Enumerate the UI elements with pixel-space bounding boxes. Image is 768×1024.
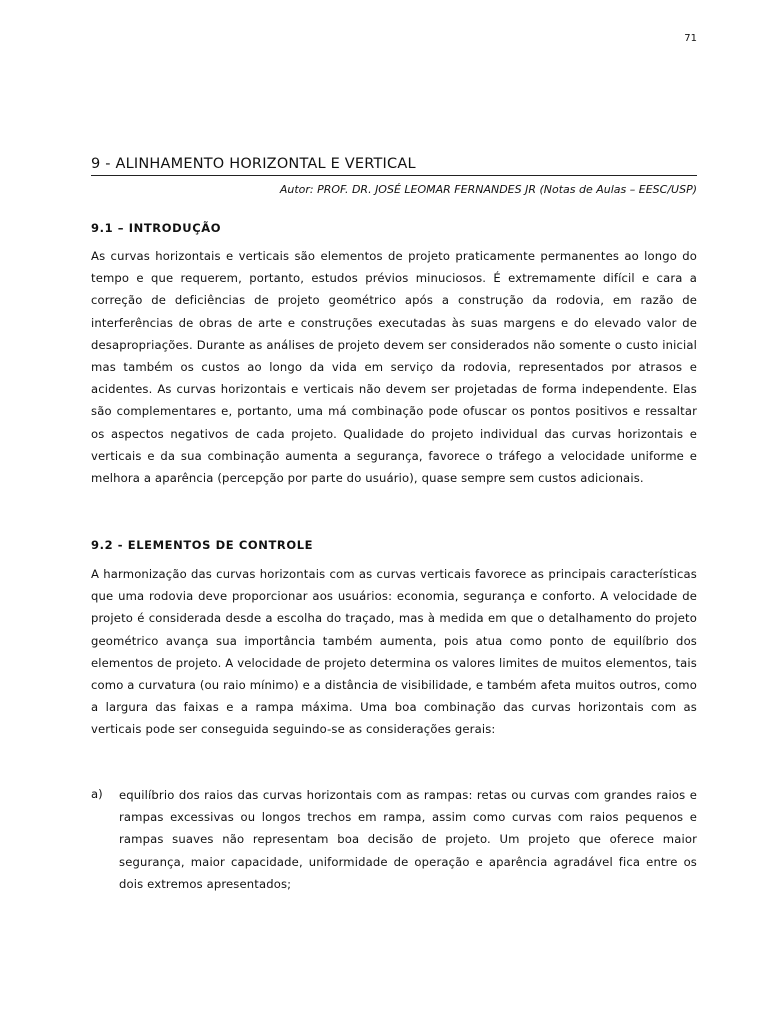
paragraph-elementos-controle: A harmonização das curvas horizontais com as curvas verticais favorece as principais características que uma rodovia deve proporcionar aos usuários: economia, segurança e conforto. A velocidade de projeto é considerada desde a escolha do traçado, mas à medida em que o detalhamento do projeto geométrico avança sua importância também aumenta, pois atua como ponto de equilíbrio dos elementos de projeto. A velocidade de projeto determina os valores limites de muitos elementos, tais como a curvatura (ou raio mínimo) e a distância de visibilidade, e também afeta muitos outros, como a largura das faixas e a rampa máxima. Uma boa combinação das curvas horizontais com as verticais pode ser conseguida seguindo-se as considerações gerais:	[91, 567, 697, 737]
list-item: equilíbrio dos raios das curvas horizontais com as rampas: retas ou curvas com grandes raios e rampas excessivas ou longos trechos em rampa, assim como curvas com raios pequenos e rampas suaves não representam boa decisão de projeto. Um projeto que oferece maior segurança, maior capacidade, uniformidade de operação e aparência agradável fica entre os dois extremos apresentados;	[119, 788, 697, 891]
section-heading-introducao: 9.1 – INTRODUÇÃO	[91, 221, 222, 235]
author-line: Autor: PROF. DR. JOSÉ LEOMAR FERNANDES JR (Notas de Aulas – EESC/USP)	[279, 183, 697, 196]
chapter-title: 9 - ALINHAMENTO HORIZONTAL E VERTICAL	[91, 156, 697, 176]
list-marker: a)	[91, 787, 103, 801]
section-heading-elementos-controle: 9.2 - ELEMENTOS DE CONTROLE	[91, 538, 314, 552]
paragraph-introducao: As curvas horizontais e verticais são elementos de projeto praticamente permanentes ao longo do tempo e que requerem, portanto, estudos prévios minuciosos. É extremamente difícil e cara a correção de deficiências de projeto geométrico após a construção da rodovia, em razão de interferências de obras de arte e construções executadas às suas margens e do elevado valor de desapropriações. Durante as análises de projeto devem ser considerados não somente o custo inicial mas também os custos ao longo da vida em serviço da rodovia, representados por atrasos e acidentes. As curvas horizontais e verticais não devem ser projetadas de forma independente. Elas são complementares e, portanto, uma má combinação pode ofuscar os pontos positivos e ressaltar os aspectos negativos de cada projeto. Qualidade do projeto individual das curvas horizontais e verticais e da sua combinação aumenta a segurança, favorece o tráfego a velocidade uniforme e melhora a aparência (percepção por parte do usuário), quase sempre sem custos adicionais.	[91, 249, 697, 486]
page-number: 71	[684, 33, 697, 44]
